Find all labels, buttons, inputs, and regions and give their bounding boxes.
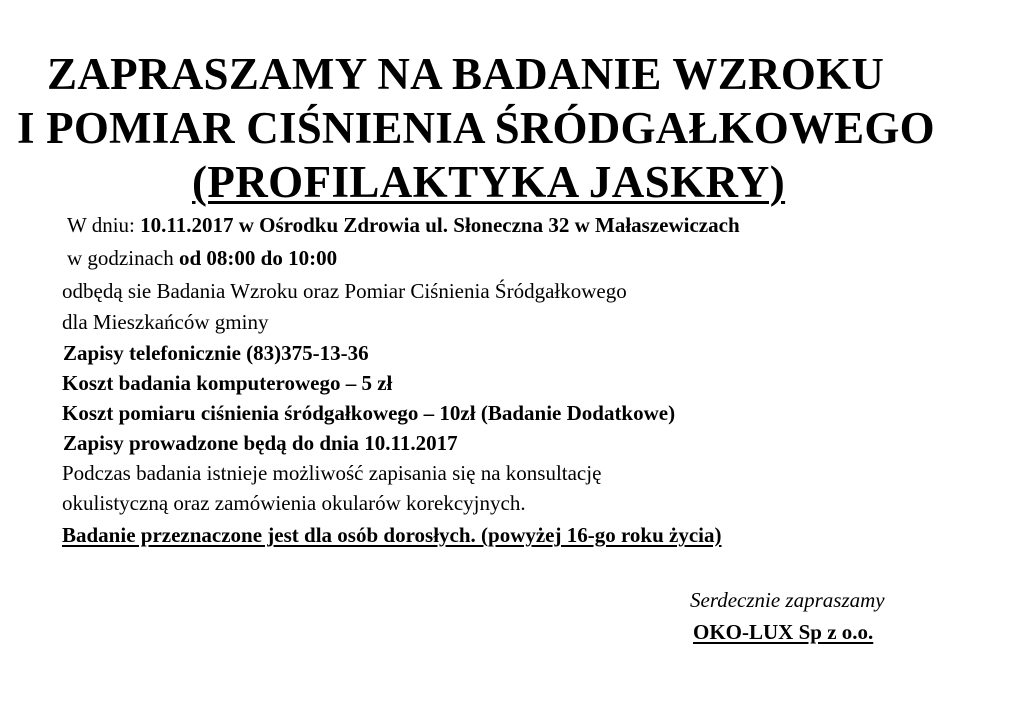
phone-registration: Zapisy telefonicznie (83)375-13-36 [63, 341, 369, 365]
page-title-line-2: I POMIAR CIŚNIENIA ŚRÓDGAŁKOWEGO [17, 103, 935, 153]
date-details: 10.11.2017 w Ośrodku Zdrowia ul. Słoneczna 32 w Małaszewiczach [140, 213, 740, 237]
page-title-line-1: ZAPRASZAMY NA BADANIE WZROKU [47, 49, 885, 99]
hours-prefix: w godzinach [67, 246, 179, 270]
hours-value: od 08:00 do 10:00 [178, 246, 338, 270]
exam-description-line: odbędą sie Badania Wzroku oraz Pomiar Ciśnienia Śródgałkowego [62, 279, 627, 303]
pressure-exam-cost: Koszt pomiaru ciśnienia śródgałkowego – 10zł (Badanie Dodatkowe) [62, 401, 676, 425]
computer-exam-cost: Koszt badania komputerowego – 5 zł [62, 371, 393, 395]
signature-greeting: Serdecznie zapraszamy [690, 588, 885, 612]
page-title-line-3: (PROFILAKTYKA JASKRY) [192, 157, 786, 207]
hours-line [67, 248, 337, 269]
date-prefix: W dniu: [67, 213, 141, 237]
consultation-line-2: okulistyczną oraz zamówienia okularów korekcyjnych. [62, 491, 526, 515]
adults-only-note: Badanie przeznaczone jest dla osób dorosłych. (powyżej 16-go roku życia) [62, 523, 722, 547]
date-location-line [67, 215, 740, 236]
consultation-line-1: Podczas badania istnieje możliwość zapisania się na konsultację [62, 461, 602, 485]
residents-line: dla Mieszkańców gminy [62, 310, 269, 334]
registration-deadline: Zapisy prowadzone będą do dnia 10.11.2017 [63, 431, 458, 455]
signature-company: OKO-LUX Sp z o.o. [693, 620, 874, 644]
